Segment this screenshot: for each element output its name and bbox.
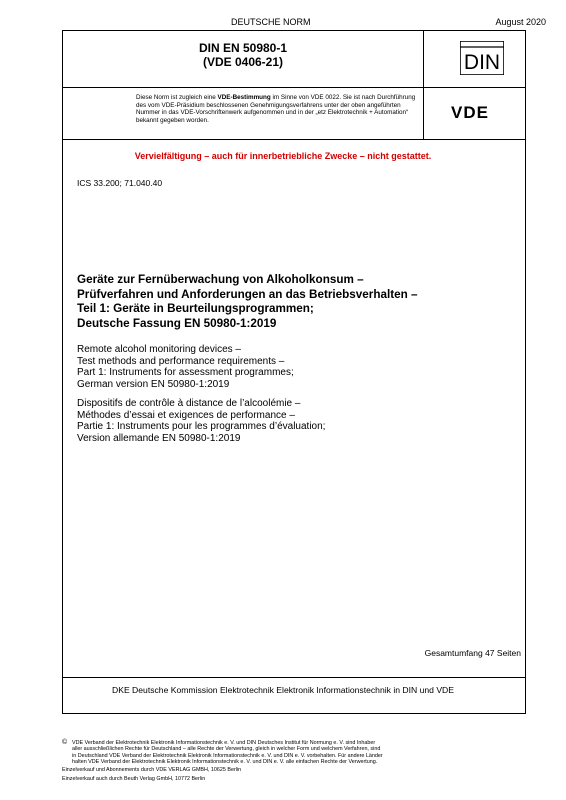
- title-french-line: Partie 1: Instruments pour les programmes d’évaluation;: [77, 421, 326, 433]
- title-german: [77, 273, 537, 331]
- title-english: [77, 344, 517, 390]
- reproduction-notice: Vervielfältigung – auch für innerbetriebliche Zwecke – nicht gestattet.: [134, 151, 432, 161]
- vde-logo: VDE: [451, 103, 489, 122]
- title-english-line: German version EN 50980-1:2019: [77, 378, 230, 390]
- footer-line: VDE Verband der Elektrotechnik Elektronik Informationstechnik e. V. und DIN Deutsches Institut für Normung e. V. sind Inhaber: [72, 740, 376, 746]
- title-german-line: Deutsche Fassung EN 50980-1:2019: [77, 316, 277, 330]
- total-pages: Gesamtumfang 47 Seiten: [424, 648, 521, 658]
- footer-copyright-block: [62, 740, 542, 766]
- title-french-line: Dispositifs de contrôle à distance de l’alcoolémie –: [77, 398, 301, 409]
- vde-note-text-rest: im Sinne von VDE 0022. Sie ist nach Durchführung des vom VDE-Präsidium beschlossenen Genehmigungsverfahrens unter der oben angeführten Nummer in das VDE-Vorschriftenwerk aufgenommen und in der „etz Elektrotechnik + Automation“ bekannt gegeben worden.: [136, 94, 416, 124]
- frame-right: [525, 140, 526, 713]
- footer-copyright-text: [72, 740, 383, 766]
- standard-number-block: [63, 41, 423, 69]
- footer-sales-beuth: Einzelverkauf auch durch Beuth Verlag GmbH, 10772 Berlin: [62, 776, 206, 783]
- frame-left: [62, 140, 63, 713]
- title-french-line: Méthodes d’essai et exigences de performance –: [77, 409, 295, 421]
- standard-number: DIN EN 50980-1: [198, 41, 288, 55]
- title-english-line: Part 1: Instruments for assessment programmes;: [77, 367, 294, 379]
- title-english-line: Remote alcohol monitoring devices –: [77, 344, 241, 355]
- title-german-line: Prüfverfahren und Anforderungen an das Betriebsverhalten –: [77, 287, 418, 301]
- footer-copyright: [62, 740, 542, 782]
- footer-line: aller ausschließlichen Rechte für Deutschland – alle Rechte der Verwertung, gleich in welcher Form und welchem Verfahren, sind: [72, 746, 381, 753]
- ics-code: ICS 33.200; 71.040.40: [77, 178, 163, 188]
- separator-lower: [62, 713, 526, 714]
- title-german-line: Geräte zur Fernüberwachung von Alkoholkonsum –: [77, 273, 364, 286]
- din-logo: [460, 41, 504, 75]
- vde-note-bold: VDE-Bestimmung: [217, 94, 271, 101]
- header-box: [62, 30, 526, 140]
- din-logo-text: DIN: [463, 51, 501, 74]
- footer-sales-vde: Einzelverkauf und Abonnements durch VDE VERLAG GMBH, 10625 Berlin: [62, 766, 242, 773]
- title-english-line: Test methods and performance requirements –: [77, 355, 285, 367]
- title-french-line: Version allemande EN 50980-1:2019: [77, 432, 241, 444]
- footer-line: halten VDE Verband der Elektrotechnik Elektronik Informationstechnik e. V. und DIN e. V. alle einfachen Rechte der Verwertung.: [72, 759, 378, 766]
- title-german-line: Teil 1: Geräte in Beurteilungsprogrammen;: [77, 302, 314, 315]
- header-divider-horizontal: [63, 87, 525, 88]
- dke-line: DKE Deutsche Kommission Elektrotechnik Elektronik Informationstechnik in DIN und VDE: [112, 685, 454, 695]
- vde-number: (VDE 0406-21): [202, 55, 284, 69]
- copyright-symbol: ©: [62, 739, 68, 746]
- document-type-label: DEUTSCHE NORM: [231, 17, 311, 27]
- vde-note: [136, 94, 419, 124]
- publication-date: August 2020: [495, 17, 546, 27]
- vde-note-text: Diese Norm ist zugleich eine: [136, 94, 218, 101]
- header-divider-vertical: [423, 31, 424, 139]
- title-french: [77, 398, 517, 444]
- footer-line: in Deutschland VDE Verband der Elektrotechnik Elektronik Informationstechnik e. V. und DIN e. V. vorbehalten. Für andere Länder: [72, 752, 383, 759]
- separator-upper: [62, 677, 526, 678]
